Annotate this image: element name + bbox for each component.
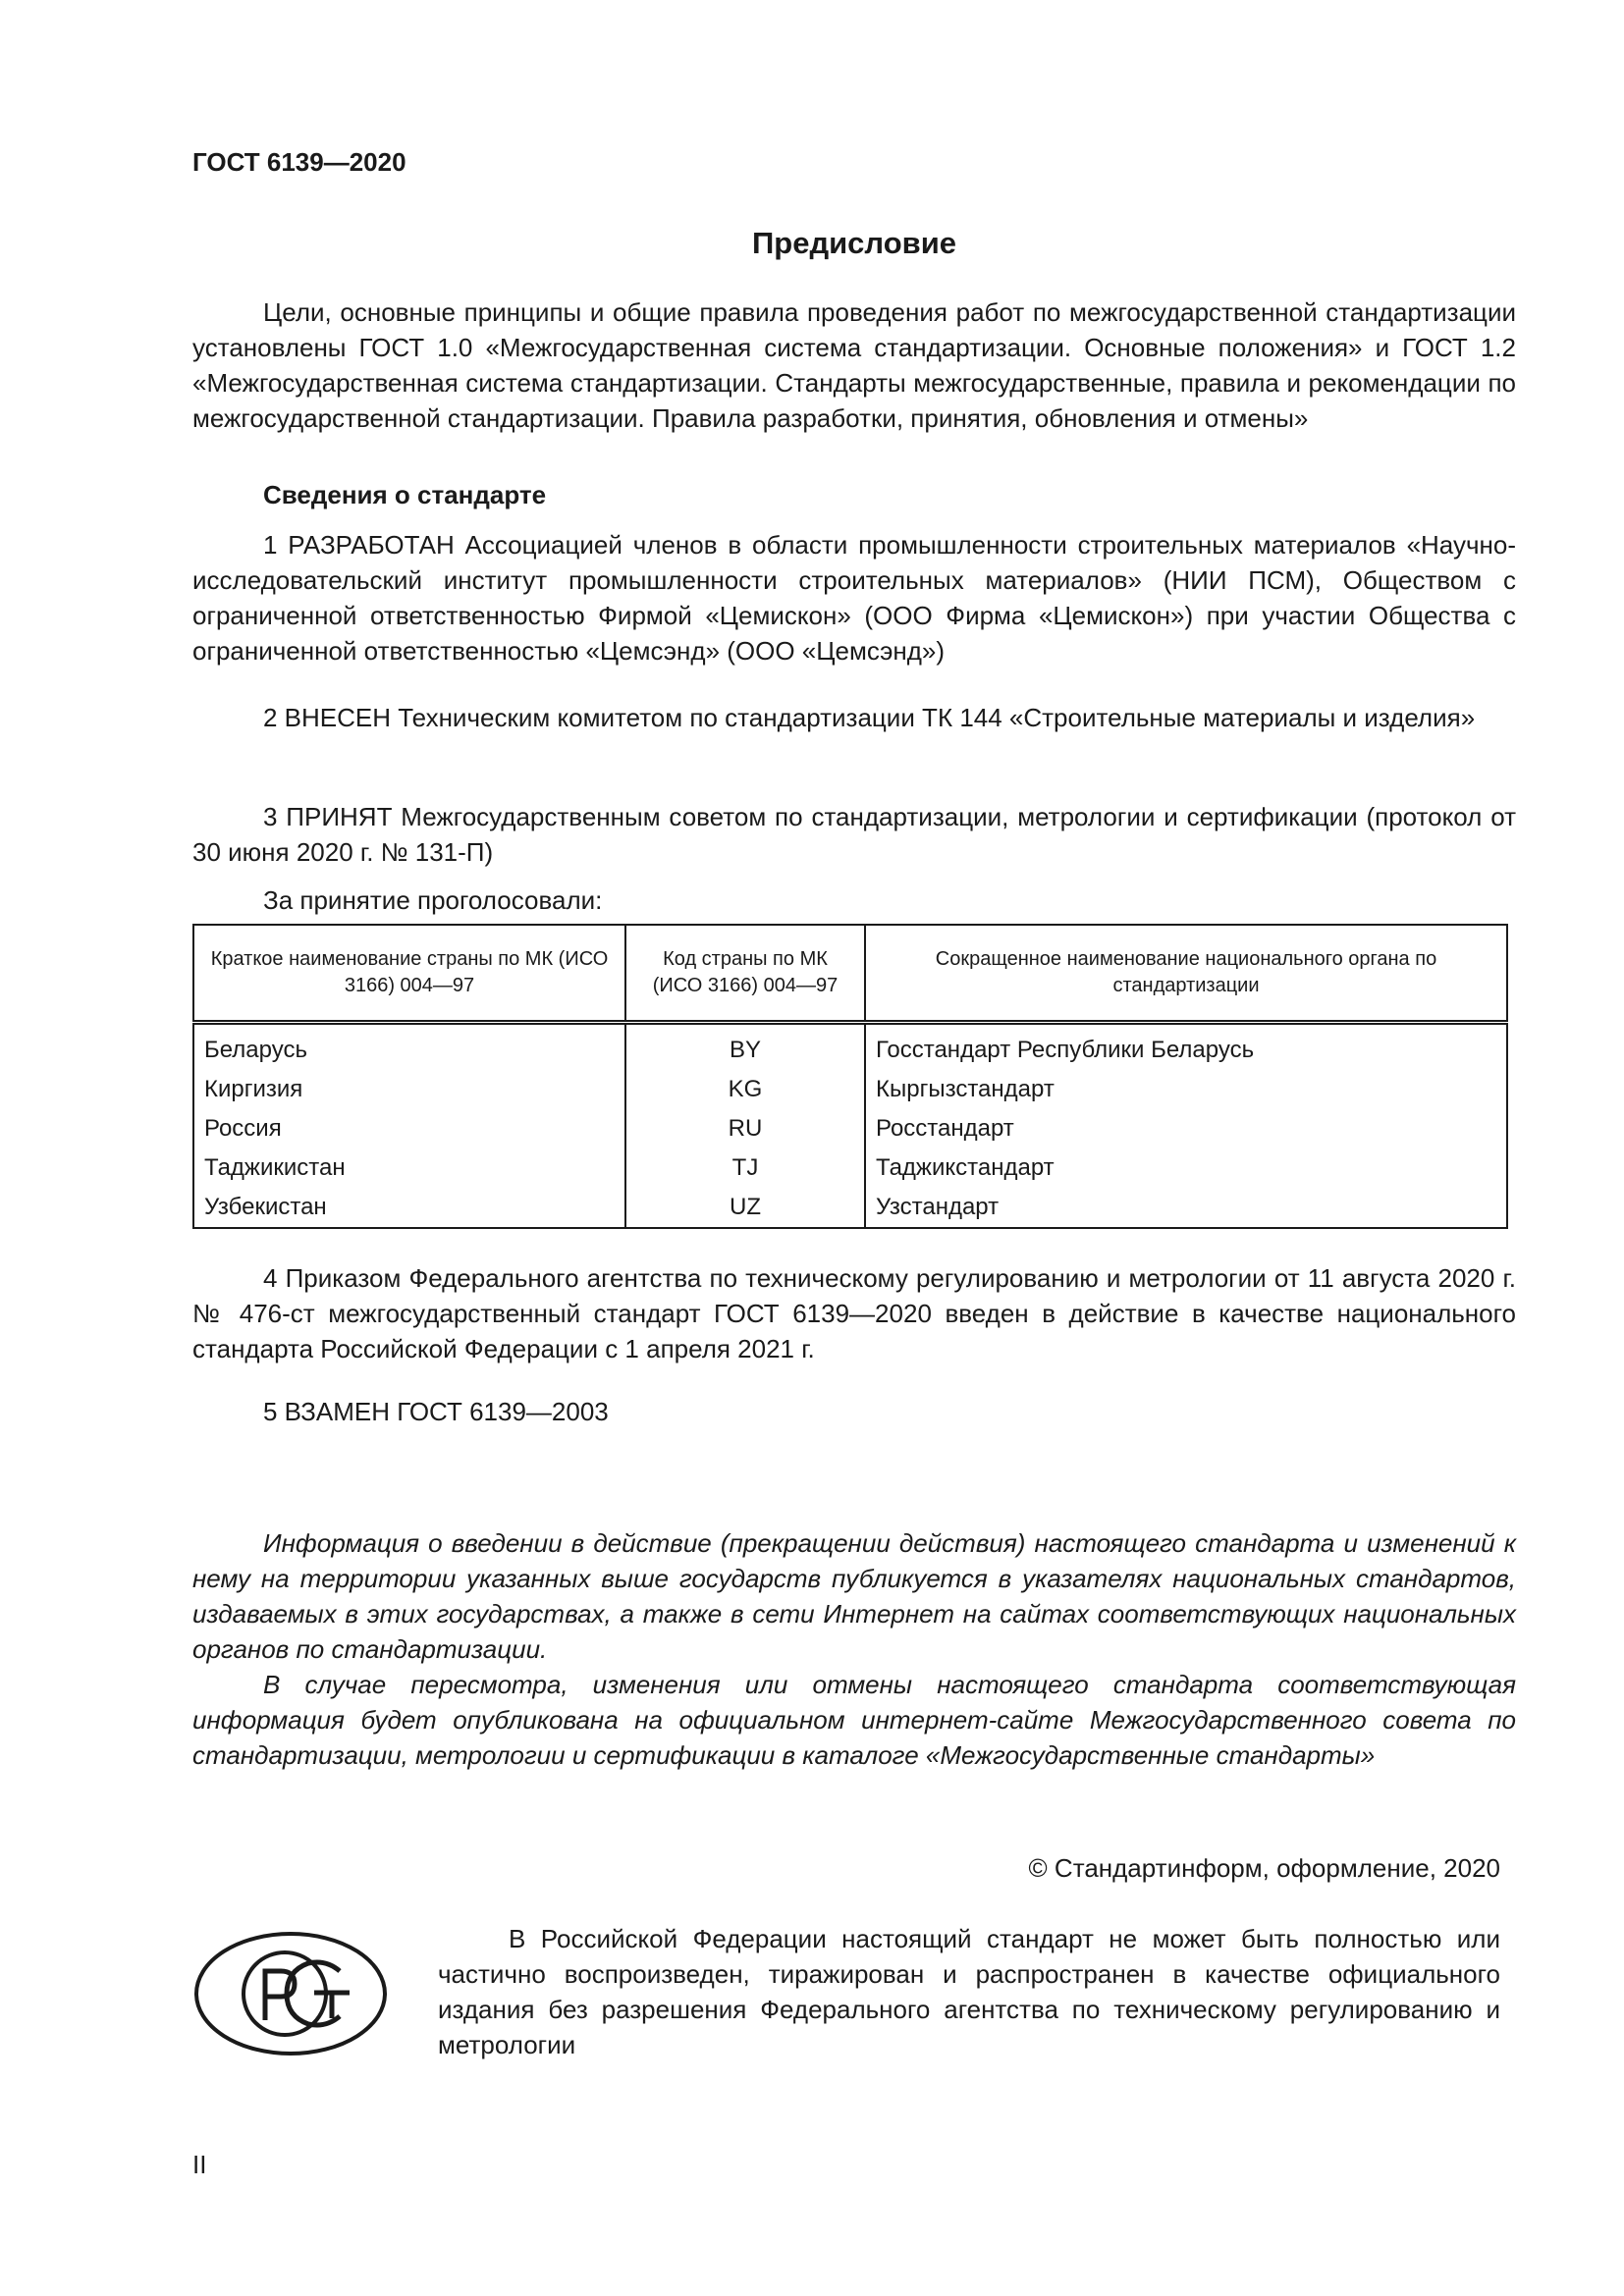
- code-cell: KG: [625, 1070, 865, 1109]
- table-row: [193, 1148, 1507, 1188]
- country-cell: Беларусь: [193, 1023, 625, 1071]
- code-cell: BY: [625, 1023, 865, 1071]
- table-row: [193, 1070, 1507, 1109]
- code-cell: UZ: [625, 1188, 865, 1228]
- country-cell: Киргизия: [193, 1070, 625, 1109]
- rst-conformity-mark-icon: [192, 1930, 389, 2057]
- code-cell: RU: [625, 1109, 865, 1148]
- voting-table: [192, 924, 1508, 1229]
- country-cell: Таджикистан: [193, 1148, 625, 1188]
- info-italic-paragraph-1: Информация о введении в действие (прекращении действия) настоящего стандарта и изменений к нему на территории указанных выше государств публикуется в указателях национальных стандартов, издаваемых в этих государствах, а также в сети Интернет на сайтах соответствующих национальных органов по стандартизации.: [192, 1528, 1516, 1664]
- table-row: [193, 1023, 1507, 1071]
- header-country: Краткое наименование страны по МК (ИСО 3166) 004—97: [193, 925, 625, 1023]
- item-1-text: 1 РАЗРАБОТАН Ассоциацией членов в области промышленности строительных материалов «Научно-исследовательский институт промышленности строительных материалов» (НИИ ПСМ), Обществом с ограниченной ответственностью Фирмой «Цемискон» (ООО Фирма «Цемискон») при участии Общества с ограниченной ответственностью «Цемсэнд» (ООО «Цемсэнд»): [192, 530, 1516, 666]
- copyright-notice: [438, 1921, 1500, 2062]
- intro-section: [192, 294, 1516, 436]
- item-2-text: 2 ВНЕСЕН Техническим комитетом по стандартизации ТК 144 «Строительные материалы и изделия»: [263, 703, 1476, 732]
- copyright-line: © Стандартинформ, оформление, 2020: [1028, 1853, 1500, 1883]
- info-italic-section: [192, 1525, 1516, 1773]
- copyright-notice-text: В Российской Федерации настоящий стандарт не может быть полностью или частично воспроизведен, тиражирован и распространен в качестве официального издания без разрешения Федерального агентства по техническому регулированию и метрологии: [438, 1924, 1500, 2059]
- body-cell: Госстандарт Республики Беларусь: [865, 1023, 1507, 1071]
- item-3-text: 3 ПРИНЯТ Межгосударственным советом по стандартизации, метрологии и сертификации (протокол от 30 июня 2020 г. № 131-П): [192, 802, 1516, 867]
- body-cell: Узстандарт: [865, 1188, 1507, 1228]
- item-1: [192, 527, 1516, 668]
- item-5-text: 5 ВЗАМЕН ГОСТ 6139—2003: [263, 1397, 609, 1426]
- item-4: [192, 1260, 1516, 1366]
- body-cell: Таджикстандарт: [865, 1148, 1507, 1188]
- country-cell: Узбекистан: [193, 1188, 625, 1228]
- body-cell: Росстандарт: [865, 1109, 1507, 1148]
- standard-code: ГОСТ 6139—2020: [192, 147, 406, 177]
- header-body: Сокращенное наименование национального органа по стандартизации: [865, 925, 1507, 1023]
- table-header-row: [193, 925, 1507, 1023]
- info-italic-paragraph-2: В случае пересмотра, изменения или отмены настоящего стандарта соответствующая информация будет опубликована на официальном интернет-сайте Межгосударственного совета по стандартизации, метрологии и сертификации в каталоге «Межгосударственные стандарты»: [192, 1670, 1516, 1770]
- page-title: Предисловие: [751, 226, 956, 260]
- table-row: [193, 1188, 1507, 1228]
- item-3: [192, 799, 1516, 870]
- header-code: Код страны по МК (ИСО 3166) 004—97: [625, 925, 865, 1023]
- vote-label: За принятие проголосовали:: [263, 885, 603, 915]
- page-number: II: [192, 2150, 207, 2179]
- table-row: [193, 1109, 1507, 1148]
- info-heading: Сведения о стандарте: [263, 480, 547, 509]
- body-cell: Кыргызстандарт: [865, 1070, 1507, 1109]
- intro-paragraph: Цели, основные принципы и общие правила проведения работ по межгосударственной стандартизации установлены ГОСТ 1.0 «Межгосударственная система стандартизации. Основные положения» и ГОСТ 1.2 «Межгосударственная система стандартизации. Стандарты межгосударственные, правила и рекомендации по межгосударственной стандартизации. Правила разработки, принятия, обновления и отмены»: [192, 297, 1516, 433]
- item-4-text: 4 Приказом Федерального агентства по техническому регулированию и метрологии от 11 августа 2020 г. № 476-ст межгосударственный стандарт ГОСТ 6139—2020 введен в действие в качестве национального стандарта Российской Федерации с 1 апреля 2021 г.: [192, 1263, 1516, 1363]
- country-cell: Россия: [193, 1109, 625, 1148]
- item-5: [192, 1394, 1516, 1429]
- item-2: [192, 700, 1516, 735]
- code-cell: TJ: [625, 1148, 865, 1188]
